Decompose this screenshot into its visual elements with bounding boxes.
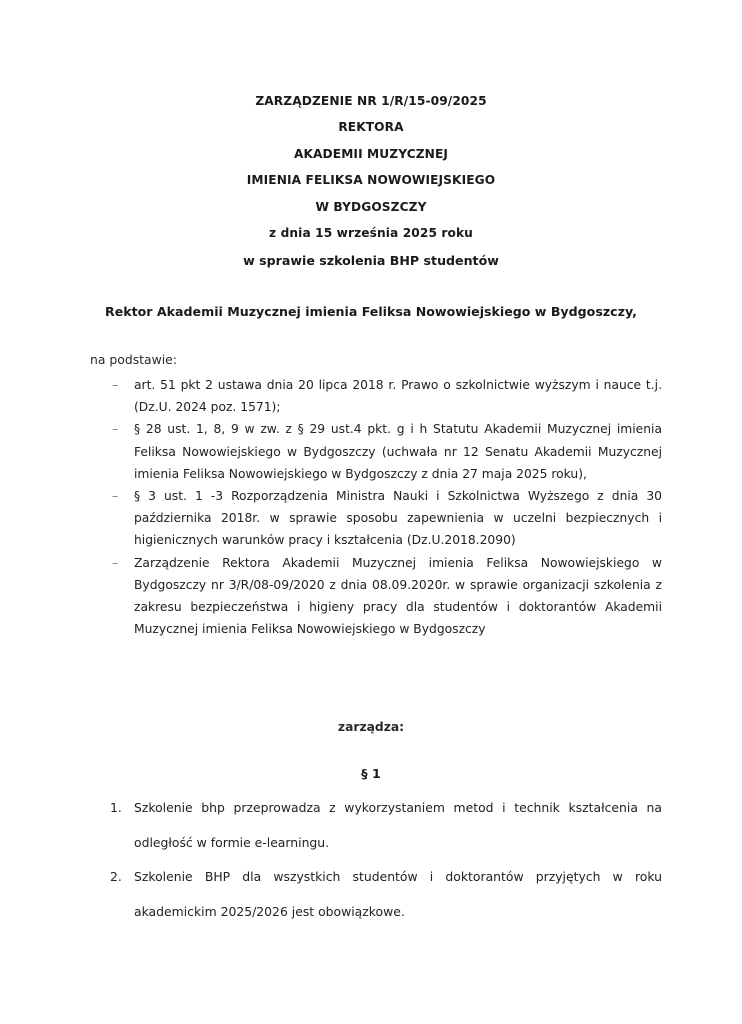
- orders-heading: zarządza:: [337, 720, 405, 734]
- legal-basis-list: [110, 374, 662, 640]
- issuer-academy: AKADEMII MUZYCZNEJ: [293, 146, 449, 161]
- dash-bullet-icon: –: [112, 422, 119, 437]
- document-title-block: [0, 88, 742, 246]
- provision-item: [108, 791, 662, 860]
- provision-item: [108, 860, 662, 929]
- issuing-authority: Rektor Akademii Muzycznej imienia Feliksa Nowowiejskiego w Bydgoszczy,: [105, 304, 637, 319]
- legal-basis-text: art. 51 pkt 2 ustawa dnia 20 lipca 2018 r. Prawo o szkolnictwie wyższym i nauce t.j. (Dz.U. 2024 poz. 1571);: [134, 378, 662, 415]
- legal-basis-item: [110, 485, 662, 552]
- provision-number: 1.: [110, 800, 122, 815]
- decree-date: z dnia 15 września 2025 roku: [269, 226, 473, 241]
- dash-bullet-icon: –: [112, 489, 119, 504]
- dash-bullet-icon: –: [112, 378, 119, 392]
- issuer-academy-name: IMIENIA FELIKSA NOWOWIEJSKIEGO: [246, 173, 496, 188]
- issuer-city: W BYDGOSZCZY: [315, 199, 427, 214]
- legal-basis-item: [110, 418, 662, 485]
- issuer-rector: REKTORA: [338, 120, 404, 135]
- provision-text: Szkolenie bhp przeprowadza z wykorzystaniem metod i technik kształcenia na odległość w formie e-learningu.: [134, 800, 662, 850]
- legal-basis-item: [110, 552, 662, 641]
- provision-text: Szkolenie BHP dla wszystkich studentów i doktorantów przyjętych w roku akademickim 2025/2026 jest obowiązkowe.: [134, 869, 662, 919]
- legal-basis-text: § 3 ust. 1 -3 Rozporządzenia Ministra Nauki i Szkolnictwa Wyższego z dnia 30 października 2018r. w sprawie sposobu zapewnienia w uczelni bezpiecznych i higienicznych warunków pracy i kształcenia (Dz.U.2018.2090): [134, 489, 662, 548]
- legal-basis-item: [110, 374, 662, 418]
- provisions-list: [108, 791, 662, 929]
- legal-basis-text: § 28 ust. 1, 8, 9 w zw. z § 29 ust.4 pkt. g i h Statutu Akademii Muzycznej imienia Feliksa Nowowiejskiego w Bydgoszczy (uchwała nr 12 Senatu Akademii Muzycznej imienia Feliksa Nowowiejskiego w Bydgoszczy z dnia 27 maja 2025 roku),: [134, 422, 662, 481]
- decree-subject: w sprawie szkolenia BHP studentów: [243, 253, 499, 268]
- provision-number: 2.: [110, 869, 122, 884]
- dash-bullet-icon: –: [112, 555, 119, 570]
- legal-basis-label: na podstawie:: [90, 352, 177, 367]
- section-heading: § 1: [361, 766, 381, 781]
- legal-basis-text: Zarządzenie Rektora Akademii Muzycznej imienia Feliksa Nowowiejskiego w Bydgoszczy nr 3/R/08-09/2020 z dnia 08.09.2020r. w sprawie organizacji szkolenia z zakresu bezpieczeństwa i higieny pracy dla studentów i doktorantów Akademii Muzycznej imienia Feliksa Nowowiejskiego w Bydgoszczy: [134, 555, 662, 637]
- decree-number: ZARZĄDZENIE NR 1/R/15-09/2025: [255, 94, 487, 108]
